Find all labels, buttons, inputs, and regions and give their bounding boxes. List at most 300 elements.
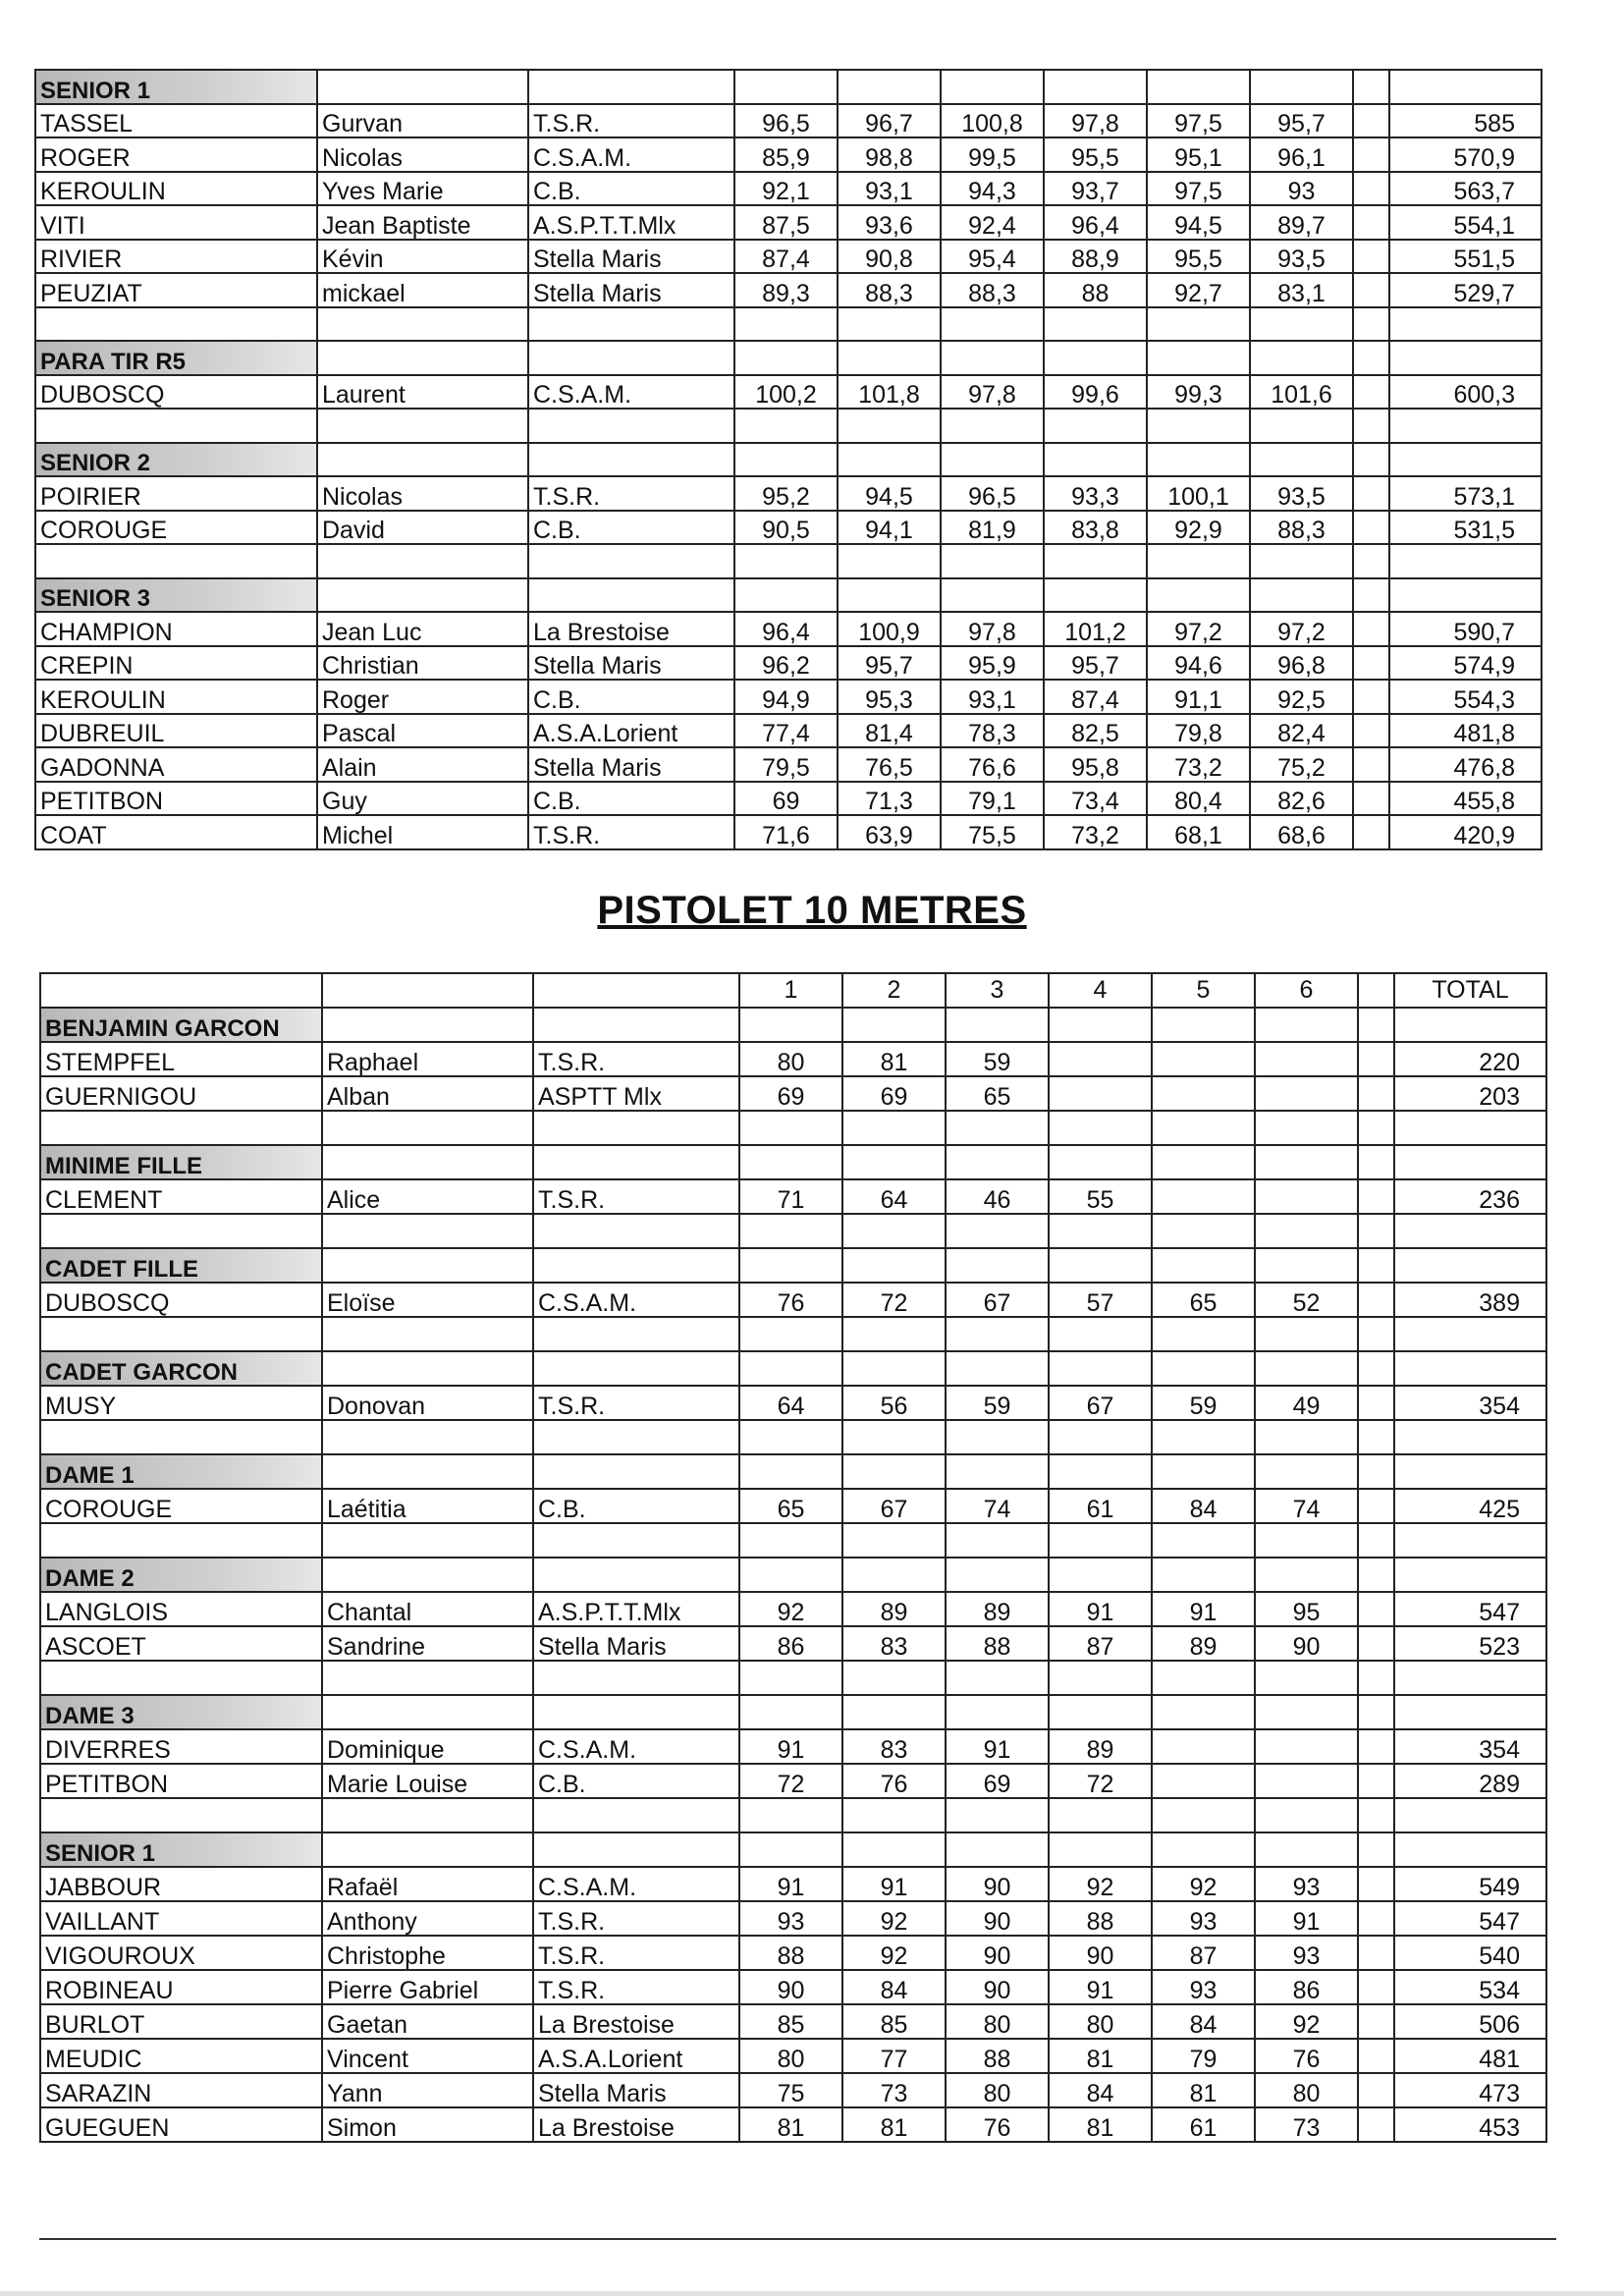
series-score-3: 93,1: [941, 680, 1044, 714]
empty-cell: [1353, 205, 1389, 240]
spacer-row: [40, 1214, 1546, 1248]
series-score-4: 72: [1049, 1764, 1152, 1798]
empty-cell: [1353, 240, 1389, 274]
shooter-firstname: Kévin: [317, 240, 528, 274]
total-score: 506: [1394, 2004, 1546, 2039]
series-score-3: 80: [946, 2004, 1049, 2039]
empty-cell: [1147, 544, 1250, 578]
shooter-club: T.S.R.: [528, 815, 734, 849]
empty-cell: [1255, 1111, 1358, 1145]
empty-cell: [946, 1832, 1049, 1867]
series-score-1: 64: [739, 1386, 842, 1420]
shooter-club: A.S.A.Lorient: [533, 2039, 739, 2073]
table-row: [40, 1076, 1546, 1111]
series-score-6: 101,6: [1250, 375, 1353, 410]
series-score-5: 97,2: [1147, 612, 1250, 646]
series-score-3: 81,9: [941, 511, 1044, 545]
empty-cell: [734, 341, 838, 375]
shooter-surname: GADONNA: [35, 747, 317, 782]
series-score-2: 81: [842, 2107, 946, 2142]
empty-cell: [1044, 544, 1147, 578]
series-score-4: 95,5: [1044, 137, 1147, 172]
empty-cell: [40, 1420, 322, 1454]
shooter-surname: COROUGE: [40, 1489, 322, 1523]
series-score-6: 92: [1255, 2004, 1358, 2039]
series-score-3: 90: [946, 1867, 1049, 1901]
series-score-5: 59: [1152, 1386, 1255, 1420]
empty-cell: [1152, 1317, 1255, 1351]
series-score-6: 86: [1255, 1970, 1358, 2004]
series-score-5: [1152, 1764, 1255, 1798]
category-row: [40, 1248, 1546, 1283]
empty-cell: [1152, 1661, 1255, 1695]
results-table-pistolet: [39, 972, 1547, 2143]
shooter-club: Stella Maris: [533, 2073, 739, 2107]
shooter-firstname: Chantal: [322, 1592, 533, 1626]
shooter-club: La Brestoise: [533, 2004, 739, 2039]
empty-cell: [317, 409, 528, 443]
series-score-3: 76,6: [941, 747, 1044, 782]
category-label: CADET GARCON: [40, 1351, 322, 1386]
series-score-3: 97,8: [941, 375, 1044, 410]
series-score-3: 100,8: [941, 104, 1044, 138]
empty-cell: [322, 1454, 533, 1489]
series-score-1: 71,6: [734, 815, 838, 849]
series-score-4: 96,4: [1044, 205, 1147, 240]
series-score-6: 91: [1255, 1901, 1358, 1936]
header-col-1: 1: [739, 973, 842, 1008]
empty-cell: [739, 1008, 842, 1042]
series-score-5: 80,4: [1147, 782, 1250, 816]
empty-cell: [1353, 476, 1389, 511]
series-score-2: 89: [842, 1592, 946, 1626]
empty-cell: [1049, 1661, 1152, 1695]
shooter-firstname: Roger: [317, 680, 528, 714]
empty-cell: [1358, 2004, 1394, 2039]
shooter-firstname: Christian: [317, 646, 528, 681]
series-score-4: 87,4: [1044, 680, 1147, 714]
empty-cell: [1394, 1008, 1546, 1042]
shooter-firstname: Vincent: [322, 2039, 533, 2073]
table-row: [35, 747, 1542, 782]
empty-cell: [322, 1558, 533, 1592]
series-score-3: 89: [946, 1592, 1049, 1626]
empty-cell: [317, 341, 528, 375]
series-score-4: 87: [1049, 1626, 1152, 1661]
table-row: [35, 782, 1542, 816]
empty-cell: [1353, 815, 1389, 849]
empty-cell: [322, 1798, 533, 1832]
series-score-4: 80: [1049, 2004, 1152, 2039]
empty-cell: [1394, 1661, 1546, 1695]
empty-cell: [533, 1558, 739, 1592]
empty-cell: [842, 1454, 946, 1489]
empty-cell: [1147, 70, 1250, 104]
series-score-6: 52: [1255, 1283, 1358, 1317]
empty-cell: [946, 1111, 1049, 1145]
shooter-firstname: Rafaël: [322, 1867, 533, 1901]
total-score: 389: [1394, 1283, 1546, 1317]
series-score-4: 73,2: [1044, 815, 1147, 849]
empty-cell: [842, 1214, 946, 1248]
series-score-6: 76: [1255, 2039, 1358, 2073]
empty-cell: [1358, 2073, 1394, 2107]
empty-cell: [1353, 747, 1389, 782]
shooter-surname: JABBOUR: [40, 1867, 322, 1901]
series-score-1: 69: [734, 782, 838, 816]
series-score-6: 95,7: [1250, 104, 1353, 138]
series-score-2: 73: [842, 2073, 946, 2107]
category-label: SENIOR 1: [35, 70, 317, 104]
series-score-6: 82,4: [1250, 714, 1353, 748]
series-score-1: 94,9: [734, 680, 838, 714]
series-score-5: 93: [1152, 1901, 1255, 1936]
series-score-1: 75: [739, 2073, 842, 2107]
empty-cell: [1358, 1420, 1394, 1454]
bottom-rule: [39, 2238, 1556, 2240]
series-score-2: 95,7: [838, 646, 941, 681]
table-row: [40, 2107, 1546, 2142]
table-row: [40, 1489, 1546, 1523]
empty-cell: [1044, 409, 1147, 443]
series-score-2: 76,5: [838, 747, 941, 782]
total-score: 540: [1394, 1936, 1546, 1970]
shooter-firstname: Laurent: [317, 375, 528, 410]
series-score-2: 101,8: [838, 375, 941, 410]
shooter-surname: VITI: [35, 205, 317, 240]
series-score-5: 94,6: [1147, 646, 1250, 681]
series-score-4: 73,4: [1044, 782, 1147, 816]
shooter-firstname: Donovan: [322, 1386, 533, 1420]
empty-cell: [1250, 544, 1353, 578]
spacer-row: [40, 1317, 1546, 1351]
shooter-surname: CLEMENT: [40, 1179, 322, 1214]
series-score-1: 96,5: [734, 104, 838, 138]
series-score-6: 80: [1255, 2073, 1358, 2107]
table-row: [35, 375, 1542, 410]
total-score: 425: [1394, 1489, 1546, 1523]
series-score-5: 92,7: [1147, 273, 1250, 307]
table-row: [40, 1386, 1546, 1420]
series-score-5: 95,1: [1147, 137, 1250, 172]
empty-cell: [322, 1420, 533, 1454]
shooter-firstname: Christophe: [322, 1936, 533, 1970]
table-row: [40, 1936, 1546, 1970]
empty-cell: [842, 1111, 946, 1145]
empty-cell: [1255, 1558, 1358, 1592]
empty-cell: [1250, 578, 1353, 613]
empty-cell: [1250, 409, 1353, 443]
series-score-1: 88: [739, 1936, 842, 1970]
empty-cell: [1358, 1454, 1394, 1489]
category-row: [40, 1145, 1546, 1179]
shooter-surname: PETITBON: [40, 1764, 322, 1798]
empty-cell: [1358, 1317, 1394, 1351]
spacer-row: [35, 409, 1542, 443]
empty-cell: [1152, 1248, 1255, 1283]
shooter-club: C.S.A.M.: [533, 1867, 739, 1901]
empty-cell: [322, 1145, 533, 1179]
empty-cell: [838, 341, 941, 375]
shooter-club: C.B.: [533, 1764, 739, 1798]
header-col-6: 6: [1255, 973, 1358, 1008]
empty-cell: [1394, 1214, 1546, 1248]
shooter-firstname: Nicolas: [317, 137, 528, 172]
series-score-2: 94,5: [838, 476, 941, 511]
series-score-3: 88: [946, 1626, 1049, 1661]
empty-cell: [842, 1832, 946, 1867]
series-score-5: 99,3: [1147, 375, 1250, 410]
total-score: 570,9: [1389, 137, 1542, 172]
series-score-3: 90: [946, 1936, 1049, 1970]
empty-cell: [1049, 1351, 1152, 1386]
shooter-surname: GUERNIGOU: [40, 1076, 322, 1111]
series-score-1: 76: [739, 1283, 842, 1317]
shooter-surname: CHAMPION: [35, 612, 317, 646]
series-score-3: 96,5: [941, 476, 1044, 511]
series-score-6: 93: [1255, 1936, 1358, 1970]
shooter-club: T.S.R.: [528, 476, 734, 511]
series-score-1: 71: [739, 1179, 842, 1214]
series-score-2: 92: [842, 1936, 946, 1970]
table-row: [35, 205, 1542, 240]
series-score-4: 67: [1049, 1386, 1152, 1420]
shooter-surname: LANGLOIS: [40, 1592, 322, 1626]
empty-cell: [322, 1523, 533, 1558]
series-score-5: 91: [1152, 1592, 1255, 1626]
header-col-2: 2: [842, 973, 946, 1008]
empty-cell: [528, 70, 734, 104]
empty-cell: [528, 578, 734, 613]
empty-cell: [941, 307, 1044, 342]
header-col-4: 4: [1049, 973, 1152, 1008]
total-score: 354: [1394, 1729, 1546, 1764]
series-score-1: 87,5: [734, 205, 838, 240]
series-score-1: 91: [739, 1729, 842, 1764]
empty-cell: [1358, 1248, 1394, 1283]
empty-cell: [1353, 443, 1389, 477]
empty-cell: [1049, 1420, 1152, 1454]
empty-cell: [1152, 1558, 1255, 1592]
series-score-5: 95,5: [1147, 240, 1250, 274]
empty-cell: [946, 1008, 1049, 1042]
category-row: [40, 1558, 1546, 1592]
series-score-2: 56: [842, 1386, 946, 1420]
empty-cell: [1358, 1179, 1394, 1214]
series-score-3: 75,5: [941, 815, 1044, 849]
empty-cell: [946, 1661, 1049, 1695]
empty-cell: [734, 443, 838, 477]
empty-cell: [40, 1317, 322, 1351]
series-score-1: 96,2: [734, 646, 838, 681]
series-score-5: 73,2: [1147, 747, 1250, 782]
total-score: 453: [1394, 2107, 1546, 2142]
series-score-5: [1152, 1076, 1255, 1111]
shooter-surname: CREPIN: [35, 646, 317, 681]
series-score-3: 80: [946, 2073, 1049, 2107]
empty-cell: [842, 1558, 946, 1592]
series-score-4: 93,3: [1044, 476, 1147, 511]
series-score-2: 72: [842, 1283, 946, 1317]
series-score-3: 99,5: [941, 137, 1044, 172]
series-score-4: 57: [1049, 1283, 1152, 1317]
empty-cell: [838, 70, 941, 104]
shooter-firstname: Marie Louise: [322, 1764, 533, 1798]
empty-cell: [1358, 1042, 1394, 1076]
empty-cell: [1358, 1214, 1394, 1248]
empty-cell: [1358, 1867, 1394, 1901]
empty-cell: [533, 1214, 739, 1248]
total-score: 585: [1389, 104, 1542, 138]
empty-cell: [1394, 1454, 1546, 1489]
empty-cell: [1049, 1145, 1152, 1179]
empty-cell: [941, 443, 1044, 477]
empty-cell: [842, 1145, 946, 1179]
shooter-surname: MEUDIC: [40, 2039, 322, 2073]
empty-cell: [533, 1248, 739, 1283]
series-score-5: 65: [1152, 1283, 1255, 1317]
series-score-3: 90: [946, 1970, 1049, 2004]
series-score-4: 95,7: [1044, 646, 1147, 681]
empty-cell: [842, 1798, 946, 1832]
series-score-3: 59: [946, 1386, 1049, 1420]
series-score-5: 81: [1152, 2073, 1255, 2107]
shooter-club: C.S.A.M.: [533, 1283, 739, 1317]
shooter-firstname: Dominique: [322, 1729, 533, 1764]
category-row: [35, 341, 1542, 375]
series-score-4: 61: [1049, 1489, 1152, 1523]
series-score-1: 80: [739, 1042, 842, 1076]
shooter-club: T.S.R.: [533, 1042, 739, 1076]
shooter-surname: PETITBON: [35, 782, 317, 816]
shooter-club: T.S.R.: [533, 1936, 739, 1970]
total-score: 203: [1394, 1076, 1546, 1111]
series-score-4: 84: [1049, 2073, 1152, 2107]
series-score-6: 93: [1255, 1867, 1358, 1901]
empty-cell: [1049, 1111, 1152, 1145]
empty-cell: [1394, 1317, 1546, 1351]
series-score-6: 93,5: [1250, 240, 1353, 274]
empty-cell: [528, 544, 734, 578]
header-empty-cell: [533, 973, 739, 1008]
table-row: [35, 137, 1542, 172]
empty-cell: [317, 544, 528, 578]
empty-cell: [1049, 1008, 1152, 1042]
empty-cell: [1353, 782, 1389, 816]
empty-cell: [1353, 511, 1389, 545]
series-score-3: 92,4: [941, 205, 1044, 240]
shooter-club: C.B.: [528, 511, 734, 545]
shooter-club: C.B.: [528, 782, 734, 816]
empty-cell: [1049, 1317, 1152, 1351]
series-score-4: 95,8: [1044, 747, 1147, 782]
table-row: [35, 680, 1542, 714]
series-score-5: [1152, 1729, 1255, 1764]
shooter-firstname: Gurvan: [317, 104, 528, 138]
empty-cell: [533, 1420, 739, 1454]
series-score-2: 85: [842, 2004, 946, 2039]
shooter-surname: GUEGUEN: [40, 2107, 322, 2142]
series-score-1: 86: [739, 1626, 842, 1661]
empty-cell: [317, 443, 528, 477]
empty-cell: [1049, 1832, 1152, 1867]
empty-cell: [739, 1661, 842, 1695]
series-score-5: 87: [1152, 1936, 1255, 1970]
shooter-club: T.S.R.: [533, 1386, 739, 1420]
empty-cell: [1358, 2039, 1394, 2073]
table-row: [40, 2004, 1546, 2039]
shooter-surname: DUBREUIL: [35, 714, 317, 748]
empty-cell: [739, 1111, 842, 1145]
category-row: [40, 1832, 1546, 1867]
shooter-club: A.S.P.T.T.Mlx: [533, 1592, 739, 1626]
empty-cell: [1152, 1695, 1255, 1729]
empty-cell: [533, 1454, 739, 1489]
series-score-6: [1255, 1042, 1358, 1076]
empty-cell: [1049, 1248, 1152, 1283]
shooter-club: Stella Maris: [533, 1626, 739, 1661]
series-score-2: 81: [842, 1042, 946, 1076]
empty-cell: [1255, 1317, 1358, 1351]
table-row: [40, 2039, 1546, 2073]
empty-cell: [1255, 1214, 1358, 1248]
series-score-1: 65: [739, 1489, 842, 1523]
empty-cell: [1353, 646, 1389, 681]
category-label: SENIOR 2: [35, 443, 317, 477]
series-score-5: 97,5: [1147, 104, 1250, 138]
empty-cell: [322, 1214, 533, 1248]
empty-cell: [1147, 578, 1250, 613]
shooter-club: La Brestoise: [528, 612, 734, 646]
empty-cell: [322, 1248, 533, 1283]
table-row: [40, 2073, 1546, 2107]
table-row: [35, 646, 1542, 681]
series-score-6: 89,7: [1250, 205, 1353, 240]
empty-cell: [1152, 1111, 1255, 1145]
empty-cell: [739, 1523, 842, 1558]
shooter-club: T.S.R.: [533, 1179, 739, 1214]
series-score-4: 88,9: [1044, 240, 1147, 274]
series-score-3: 67: [946, 1283, 1049, 1317]
shooter-club: C.S.A.M.: [533, 1729, 739, 1764]
spacer-row: [35, 544, 1542, 578]
empty-cell: [322, 1695, 533, 1729]
empty-cell: [1394, 1523, 1546, 1558]
empty-cell: [842, 1008, 946, 1042]
series-score-6: [1255, 1764, 1358, 1798]
series-score-2: 93,1: [838, 172, 941, 206]
empty-cell: [35, 307, 317, 342]
total-score: 554,1: [1389, 205, 1542, 240]
series-score-5: 93: [1152, 1970, 1255, 2004]
empty-cell: [533, 1523, 739, 1558]
shooter-surname: MUSY: [40, 1386, 322, 1420]
shooter-firstname: Alain: [317, 747, 528, 782]
empty-cell: [1353, 137, 1389, 172]
series-score-3: 90: [946, 1901, 1049, 1936]
shooter-surname: DIVERRES: [40, 1729, 322, 1764]
empty-cell: [1353, 714, 1389, 748]
empty-cell: [1389, 341, 1542, 375]
series-score-5: 84: [1152, 2004, 1255, 2039]
empty-cell: [1255, 1695, 1358, 1729]
empty-cell: [1255, 1798, 1358, 1832]
total-score: 420,9: [1389, 815, 1542, 849]
shooter-firstname: Sandrine: [322, 1626, 533, 1661]
series-score-1: 85: [739, 2004, 842, 2039]
empty-cell: [842, 1317, 946, 1351]
empty-cell: [533, 1008, 739, 1042]
